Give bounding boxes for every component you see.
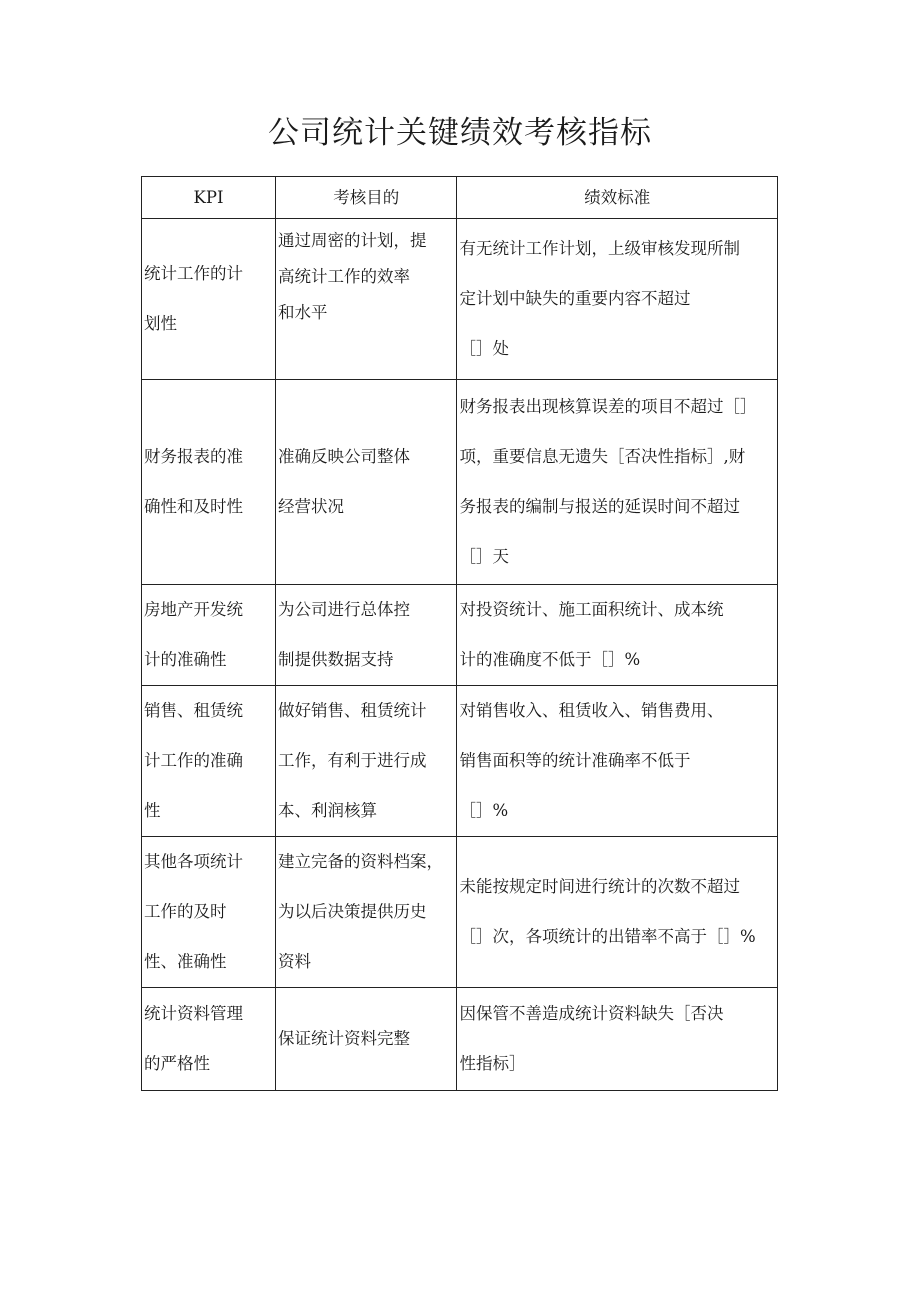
header-standard: 绩效标准 <box>457 177 778 219</box>
purpose-cell <box>276 837 457 988</box>
purpose-text: 通过周密的计划，提 高统计工作的效率 和水平 <box>278 231 427 322</box>
kpi-cell <box>142 219 276 380</box>
header-purpose: 考核目的 <box>276 177 457 219</box>
purpose-cell <box>276 686 457 837</box>
kpi-cell <box>142 380 276 585</box>
standard-text: 财务报表出现核算误差的项目不超过［］ 项，重要信息无遗失［否决性指标］,财 务报表的编制与报送的延误时间不超过 ［］天 <box>459 397 757 566</box>
table-row <box>142 380 778 585</box>
kpi-cell <box>142 585 276 686</box>
standard-cell <box>457 988 778 1091</box>
standard-text: 未能按规定时间进行统计的次数不超过 ［］次，各项统计的出错率不高于［］% <box>459 877 756 946</box>
page-title: 公司统计关键绩效考核指标 <box>268 115 652 151</box>
purpose-cell <box>276 219 457 380</box>
table-row <box>142 585 778 686</box>
table-header-row <box>142 177 778 219</box>
purpose-text: 保证统计资料完整 <box>278 1029 411 1048</box>
kpi-text: 销售、租赁统 计工作的准确 性 <box>144 701 243 820</box>
table-row <box>142 686 778 837</box>
kpi-text: 财务报表的准 确性和及时性 <box>144 447 243 516</box>
kpi-table <box>141 176 778 1091</box>
standard-cell <box>457 219 778 380</box>
kpi-text: 统计工作的计 划性 <box>144 264 243 333</box>
purpose-text: 为公司进行总体控 制提供数据支持 <box>278 600 411 669</box>
kpi-cell <box>142 988 276 1091</box>
kpi-text: 其他各项统计 工作的及时 性、准确性 <box>144 852 243 971</box>
purpose-text: 准确反映公司整体 经营状况 <box>278 447 411 516</box>
purpose-cell <box>276 585 457 686</box>
standard-text: 对销售收入、租赁收入、销售费用、 销售面积等的统计准确率不低于 ［］% <box>459 701 724 820</box>
standard-text: 有无统计工作计划，上级审核发现所制 定计划中缺失的重要内容不超过 ［］处 <box>459 239 740 358</box>
kpi-text: 统计资料管理 的严格性 <box>144 1004 243 1073</box>
table-row <box>142 988 778 1091</box>
table-row <box>142 219 778 380</box>
purpose-cell <box>276 380 457 585</box>
standard-cell <box>457 585 778 686</box>
header-kpi: KPI <box>142 177 276 219</box>
standard-cell <box>457 837 778 988</box>
kpi-cell <box>142 837 276 988</box>
purpose-cell <box>276 988 457 1091</box>
standard-text: 对投资统计、施工面积统计、成本统 计的准确度不低于［］% <box>459 600 724 669</box>
standard-cell <box>457 380 778 585</box>
kpi-cell <box>142 686 276 837</box>
standard-cell <box>457 686 778 837</box>
purpose-text: 建立完备的资料档案， 为以后决策提供历史 资料 <box>278 852 444 971</box>
kpi-text: 房地产开发统 计的准确性 <box>144 600 243 669</box>
purpose-text: 做好销售、租赁统计 工作，有利于进行成 本、利润核算 <box>278 701 427 820</box>
table-row <box>142 837 778 988</box>
standard-text: 因保管不善造成统计资料缺失［否决 性指标］ <box>459 1004 724 1073</box>
